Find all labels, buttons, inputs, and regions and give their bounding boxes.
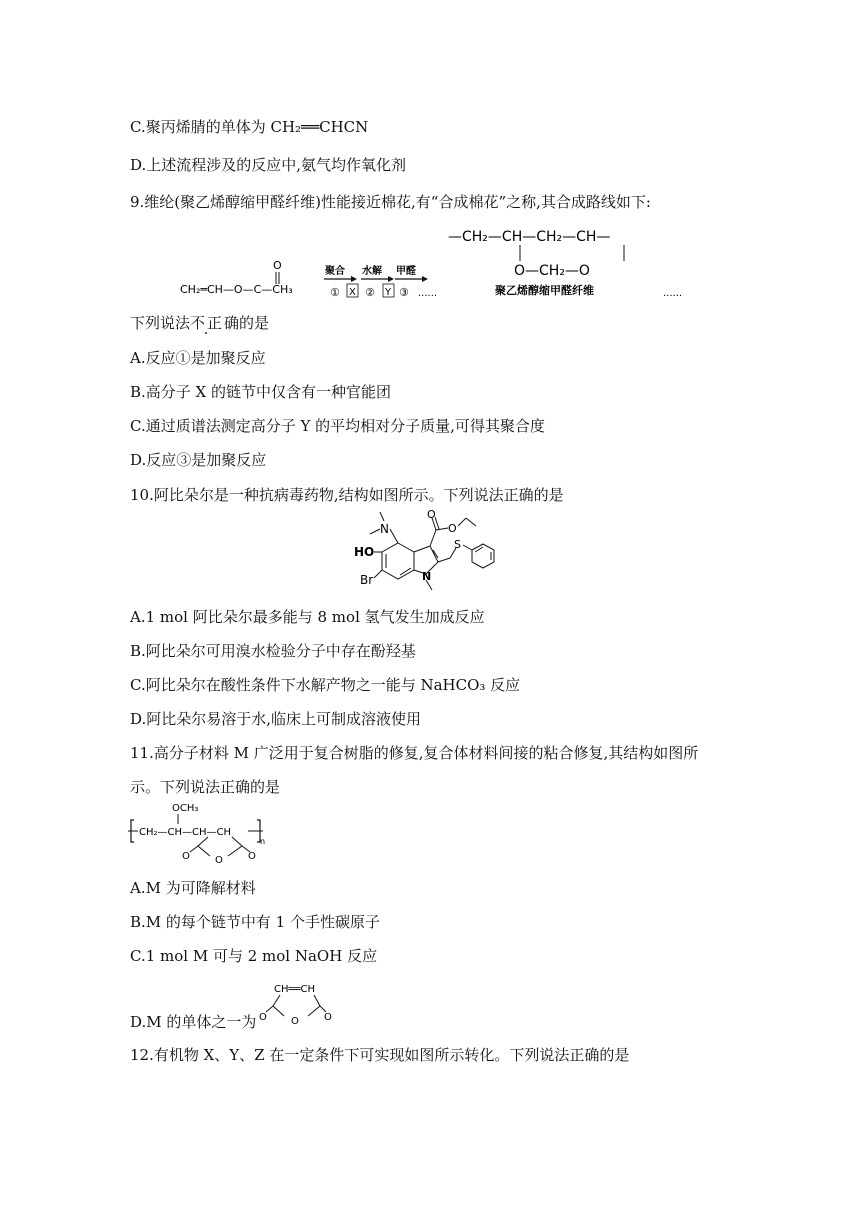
methoxy-label: OCH₃ (172, 803, 199, 814)
intermediate-x: X (349, 287, 356, 298)
question-11-stem-1: 11.高分子材料 M 广泛用于复合树脂的修复,复合体材料间接的粘合修复,其结构如图所 (130, 744, 699, 762)
question-11-stem-2: 示。下列说法正确的是 (130, 778, 281, 796)
step2-number: ② (365, 286, 375, 299)
carbonyl-o-right: O (248, 851, 256, 862)
option-10d: D.阿比朵尔易溶于水,临床上可制成溶液使用 (130, 710, 422, 728)
monomer-o-left: O (259, 1012, 267, 1023)
option-11a: A.M 为可降解材料 (130, 879, 256, 897)
polymer-main-chain: —CH₂—CH—CH₂—CH— (448, 229, 611, 245)
option-9b: B.高分子 X 的链节中仅含有一种官能团 (130, 383, 392, 401)
question-9-stem: 9.维纶(聚乙烯醇缩甲醛纤维)性能接近棉花,有“合成棉花”之称,其合成路线如下: (130, 193, 651, 211)
ellipsis-2: ...... (663, 288, 683, 299)
emphasis-not: 不正 (190, 314, 225, 332)
step1-number: ① (330, 286, 340, 299)
maleic-anhydride-structure (258, 980, 334, 1028)
ester-o: O (448, 522, 457, 535)
step3-label: 甲醛 (396, 266, 416, 277)
ellipsis-1: ...... (418, 288, 438, 299)
polymer-m-structure (128, 800, 268, 868)
vinylon-synthesis-scheme (170, 222, 710, 306)
indole-n: N (422, 570, 432, 583)
reactant-formula: CH₂═CH—O—C—CH₃ (180, 283, 293, 296)
polymer-ring: O—CH₂—O (514, 263, 590, 279)
step3-number: ③ (399, 286, 409, 299)
carbonyl-o-left: O (182, 851, 190, 862)
step1-label: 聚合 (325, 266, 345, 277)
monomer-top: CH══CH (274, 984, 316, 995)
option-9a: A.反应①是加聚反应 (130, 349, 266, 367)
question-9-prompt (130, 313, 269, 333)
option-8d: D.上述流程涉及的反应中,氨气均作氧化剂 (130, 156, 407, 174)
question-10-stem: 10.阿比朵尔是一种抗病毒药物,结构如图所示。下列说法正确的是 (130, 486, 564, 504)
option-11c: C.1 mol M 可与 2 mol NaOH 反应 (130, 947, 378, 965)
option-9c: C.通过质谱法测定高分子 Y 的平均相对分子质量,可得其聚合度 (130, 417, 545, 435)
bromine-label: Br (360, 573, 374, 587)
monomer-o-right: O (324, 1012, 332, 1023)
arbidol-structure (340, 508, 520, 608)
option-10c: C.阿比朵尔在酸性条件下水解产物之一能与 NaHCO₃ 反应 (130, 676, 521, 694)
option-10a: A.1 mol 阿比朵尔最多能与 8 mol 氢气发生加成反应 (130, 608, 485, 626)
ring-o: O (215, 855, 223, 866)
option-8c: C.聚丙烯腈的单体为 CH₂══CHCN (130, 118, 369, 136)
intermediate-y: Y (385, 287, 392, 298)
option-11d: D.M 的单体之一为 (130, 1013, 257, 1031)
option-10b: B.阿比朵尔可用溴水检验分子中存在酚羟基 (130, 642, 416, 660)
prompt-suffix: 确的是 (224, 314, 270, 332)
option-11b: B.M 的每个链节中有 1 个手性碳原子 (130, 913, 380, 931)
polymer-chain: CH₂—CH—CH—CH (139, 827, 232, 838)
hydroxyl-label: HO (354, 545, 375, 559)
monomer-ring-o: O (291, 1016, 299, 1027)
ester-carbonyl-o: O (427, 508, 436, 521)
sulfur-label: S (454, 538, 461, 551)
option-9d: D.反应③是加聚反应 (130, 451, 267, 469)
question-12-stem: 12.有机物 X、Y、Z 在一定条件下可实现如图所示转化。下列说法正确的是 (130, 1046, 630, 1064)
polymer-name: 聚乙烯醇缩甲醛纤维 (495, 284, 594, 297)
step2-label: 水解 (362, 266, 382, 277)
carbonyl-oxygen: O (273, 259, 282, 272)
repeat-n: n (260, 837, 266, 846)
dimethylamino-n: N (380, 522, 389, 536)
prompt-prefix: 下列说法 (130, 314, 191, 332)
